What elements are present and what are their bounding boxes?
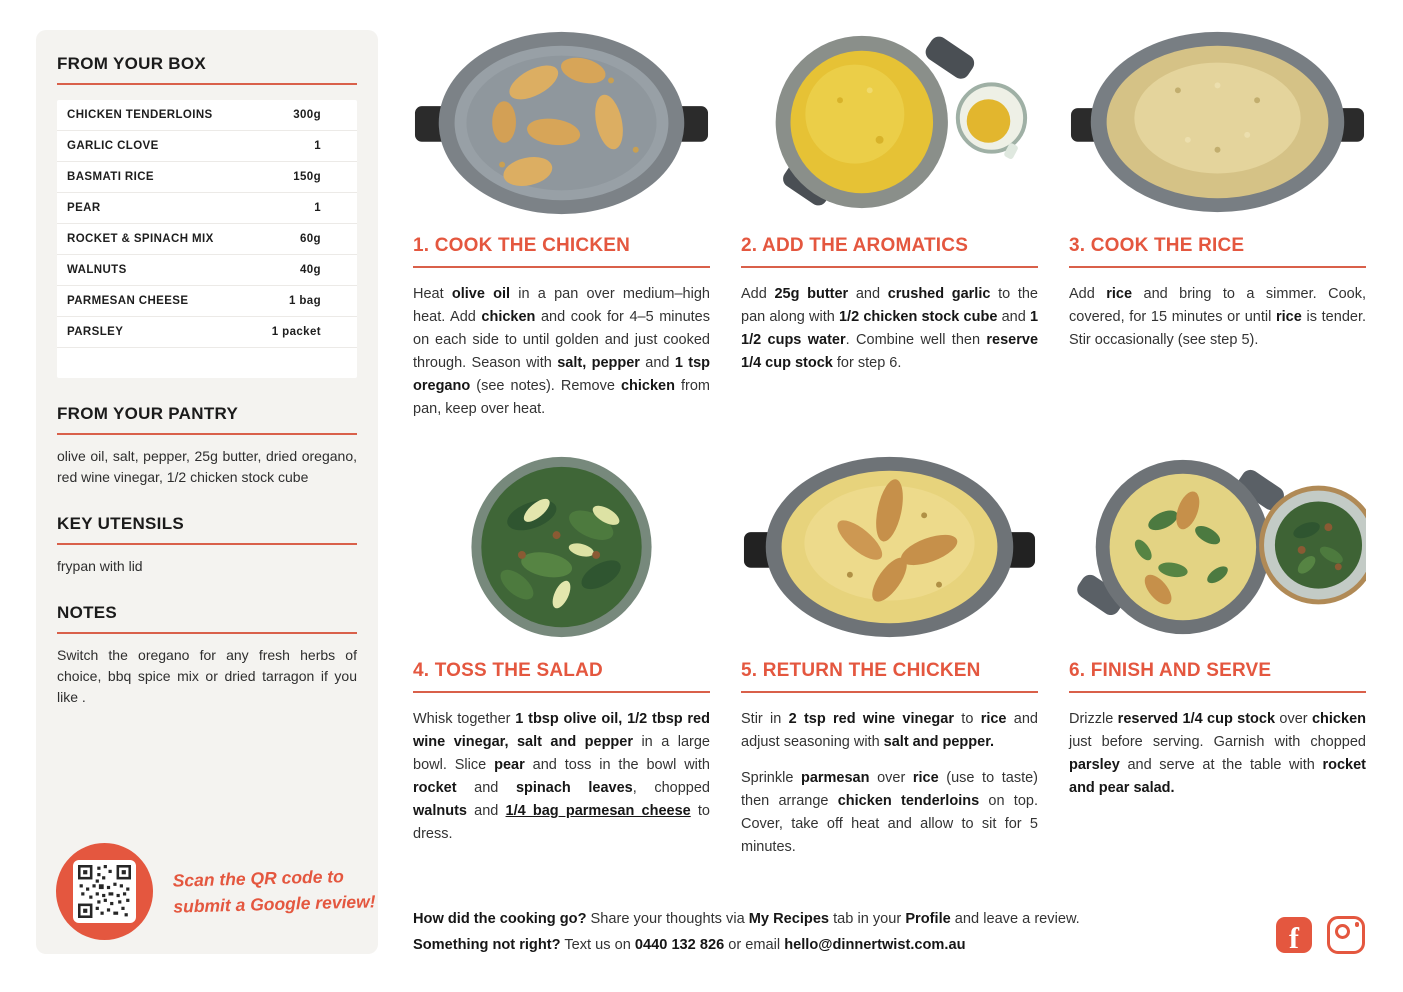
qr-code-image	[73, 860, 136, 923]
step-4-title: 4. TOSS THE SALAD	[413, 660, 710, 693]
step-2-photo	[741, 30, 1038, 215]
ingredient-qty: 1 packet	[271, 326, 321, 338]
step-1-title: 1. COOK THE CHICKEN	[413, 235, 710, 268]
step-2	[741, 30, 1038, 455]
step-6	[1069, 455, 1366, 872]
social-links	[1276, 916, 1365, 954]
step-3-instructions: Add rice and bring to a simmer. Cook, covered, for 15 minutes or until rice is tender. Stir occasionally (see step 5).	[1069, 286, 1366, 348]
step-1	[413, 30, 710, 455]
table-row	[57, 193, 357, 224]
google-review-callout	[56, 843, 375, 940]
table-row	[57, 131, 357, 162]
step-3	[1069, 30, 1366, 455]
ingredient-name: ROCKET & SPINACH MIX	[67, 233, 214, 245]
step-5-instructions-2: Sprinkle parmesan over rice (use to taste) then arrange chicken tenderloins on top. Cover, take off heat and allow to sit for 5 minutes.	[741, 770, 1038, 855]
table-row	[57, 162, 357, 193]
ingredient-name: BASMATI RICE	[67, 171, 155, 183]
step-5-photo	[741, 455, 1038, 640]
step-6-instructions: Drizzle reserved 1/4 cup stock over chicken just before serving. Garnish with chopped parsley and serve at the table with rocket and pear salad.	[1069, 711, 1366, 796]
recipe-steps	[413, 30, 1366, 872]
step-6-photo	[1069, 455, 1366, 640]
footer-line-2: Something not right? Text us on 0440 132 826 or email hello@dinnertwist.com.au	[413, 937, 966, 953]
step-2-instructions: Add 25g butter and crushed garlic to the pan along with 1/2 chicken stock cube and 1 1/2 cups water. Combine well then reserve 1/4 cup stock for step 6.	[741, 286, 1039, 371]
qr-caption	[172, 863, 376, 921]
ingredient-name: WALNUTS	[67, 264, 127, 276]
ingredient-name: CHICKEN TENDERLOINS	[67, 109, 213, 121]
from-your-pantry-title: FROM YOUR PANTRY	[57, 404, 357, 435]
step-3-title: 3. COOK THE RICE	[1069, 235, 1366, 268]
step-1-photo	[413, 30, 710, 215]
qr-code[interactable]	[56, 843, 153, 940]
pantry-text: olive oil, salt, pepper, 25g butter, dried oregano, red wine vinegar, 1/2 chicken stock cube	[57, 448, 357, 485]
ingredient-qty: 150g	[293, 171, 321, 183]
sidebar	[36, 30, 378, 954]
ingredient-qty: 1	[314, 140, 321, 152]
notes-title: NOTES	[57, 603, 357, 634]
ingredient-name: PEAR	[67, 202, 101, 214]
ingredient-qty: 300g	[293, 109, 321, 121]
ingredient-qty: 60g	[299, 233, 321, 245]
step-6-title: 6. FINISH AND SERVE	[1069, 660, 1366, 693]
key-utensils-title: KEY UTENSILS	[57, 514, 357, 545]
step-5	[741, 455, 1038, 872]
table-row	[57, 286, 357, 317]
step-5-title: 5. RETURN THE CHICKEN	[741, 660, 1038, 693]
footer	[413, 906, 1213, 958]
ingredients-table	[57, 100, 357, 378]
step-4	[413, 455, 710, 872]
step-2-title: 2. ADD THE AROMATICS	[741, 235, 1038, 268]
table-row	[57, 224, 357, 255]
ingredient-qty: 1	[314, 202, 321, 214]
qr-caption-line2: submit a Google review!	[173, 891, 376, 918]
step-4-photo	[413, 455, 710, 640]
ingredient-name: PARMESAN CHEESE	[67, 295, 189, 307]
ingredient-name: GARLIC CLOVE	[67, 140, 159, 152]
step-4-instructions: Whisk together 1 tbsp olive oil, 1/2 tbsp red wine vinegar, salt and pepper in a large bowl. Slice pear and toss in the bowl with rocket and spinach leaves, chopped walnuts and 1/4 bag parmesan cheese to dress.	[413, 711, 710, 842]
qr-caption-line1: Scan the QR code to	[172, 866, 345, 891]
ingredient-qty: 40g	[299, 264, 321, 276]
step-1-instructions: Heat olive oil in a pan over medium–high heat. Add chicken and cook for 4–5 minutes on each side to until golden and just cooked through. Season with salt, pepper and 1 tsp oregano (see notes). Remove chicken from pan, keep over heat.	[413, 286, 711, 417]
facebook-icon[interactable]: f	[1276, 917, 1312, 953]
step-5-instructions: Stir in 2 tsp red wine vinegar to rice and adjust seasoning with salt and pepper.	[741, 711, 1038, 750]
utensils-text: frypan with lid	[57, 558, 143, 574]
footer-line-1: How did the cooking go? Share your thoughts via My Recipes tab in your Profile and leave a review.	[413, 911, 1080, 927]
ingredient-qty: 1 bag	[288, 295, 321, 307]
instagram-icon[interactable]	[1327, 916, 1365, 954]
table-row	[57, 255, 357, 286]
ingredient-name: PARSLEY	[67, 326, 124, 338]
table-row	[57, 100, 357, 131]
from-your-box-title: FROM YOUR BOX	[57, 54, 357, 85]
step-3-photo	[1069, 30, 1366, 215]
notes-text: Switch the oregano for any fresh herbs of choice, bbq spice mix or dried tarragon if you like .	[57, 647, 357, 705]
table-row	[57, 317, 357, 348]
